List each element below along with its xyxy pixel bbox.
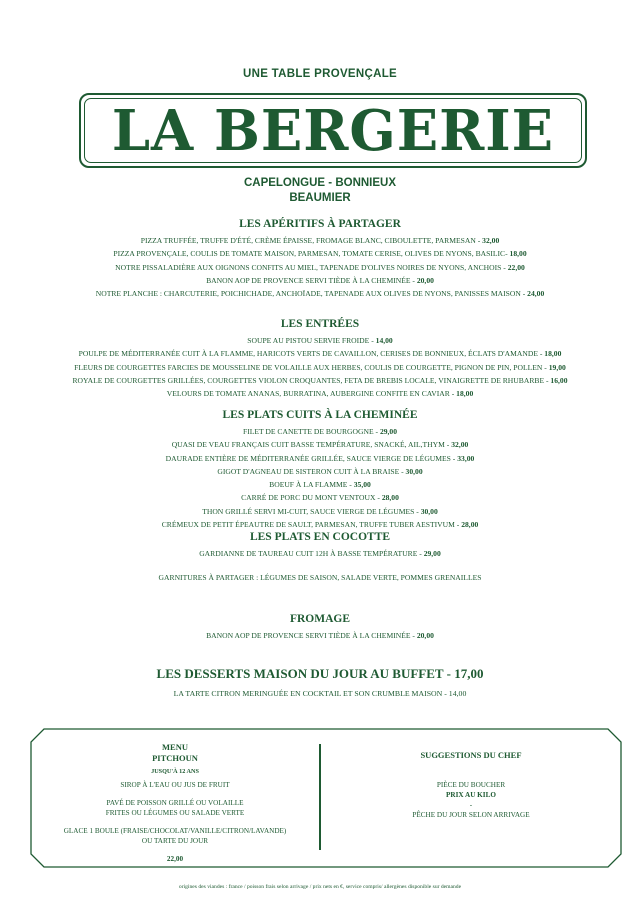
- section-fromage: [0, 613, 640, 642]
- menu-item-price: 32,00: [482, 236, 500, 245]
- menu-item-price: 18,00: [509, 249, 527, 259]
- bottom-panel: [30, 728, 622, 868]
- menu-item: [0, 261, 640, 274]
- chef-suggestions-title: SUGGESTIONS DU CHEF: [420, 750, 522, 760]
- menu-item-price: 14,00: [375, 336, 393, 345]
- section-title: LES PLATS EN COCOTTE: [249, 531, 391, 543]
- menu-item-text: DAURADE ENTIÈRE DE MÉDITERRANÉE GRILLÉE, SAUCE VIERGE DE LÉGUMES -: [165, 453, 456, 463]
- menu-item-price: 24,00: [527, 289, 545, 299]
- menu-item: [0, 247, 640, 260]
- section-desserts: [0, 666, 640, 700]
- section-entrees: [0, 318, 640, 400]
- menu-item-text: BOEUF À LA FLAMME -: [269, 480, 352, 490]
- menu-item: [0, 425, 640, 438]
- menu-item: [0, 374, 640, 387]
- menu-item-text: NOTRE PISSALADIÈRE AUX OIGNONS CONFITS AU MIEL, TAPENADE D'OLIVES NOIRES DE NYONS, ANCHOIS -: [115, 262, 506, 272]
- footer-note: origines des viandes : france / poisson frais selon arrivage / prix nets en €, service compris/ allergènes disponible sur demande: [178, 884, 462, 890]
- locations-line-2: BEAUMIER: [289, 192, 351, 204]
- menu-item: [0, 491, 640, 504]
- menu-item-text: LA TARTE CITRON MERINGUÉE EN COCKTAIL ET SON CRUMBLE MAISON - 14,00: [173, 689, 467, 698]
- menu-item-price: 19,00: [548, 362, 566, 372]
- menu-item: [0, 518, 640, 531]
- menu-item-price: 28,00: [381, 493, 399, 503]
- menu-item: [0, 452, 640, 465]
- menu-item-price: 20,00: [416, 275, 434, 285]
- menu-item: [0, 629, 640, 642]
- kids-menu-main-2: FRITES OU LÉGUMES OU SALADE VERTE: [105, 809, 245, 817]
- chef-suggestion-butcher: PIÈCE DU BOUCHER: [436, 781, 506, 789]
- section-plats-cheminee: [0, 409, 640, 531]
- menu-item-price: 30,00: [420, 506, 438, 516]
- menu-item: [0, 438, 640, 451]
- logo-frame: [84, 98, 582, 163]
- menu-item: [0, 547, 640, 560]
- menu-item: [0, 234, 640, 247]
- menu-item-price: 16,00: [550, 375, 568, 385]
- menu-item: [0, 505, 640, 518]
- menu-item-text: FILET DE CANETTE DE BOURGOGNE -: [242, 427, 379, 436]
- chef-suggestion-price-kilo: PRIX AU KILO: [446, 791, 496, 799]
- kids-menu-title-2: PITCHOUN: [152, 753, 198, 763]
- menu-item-text: FLEURS DE COURGETTES FARCIES DE MOUSSELINE DE VOLAILLE AUX HERBES, COULIS DE COURGETTE, PIGNON DE PIN, POLLEN -: [74, 362, 547, 372]
- menu-item: [0, 334, 640, 347]
- menu-item-text: VELOURS DE TOMATE ANANAS, BURRATINA, AUBERGINE CONFITE EN CAVIAR -: [166, 389, 455, 399]
- menu-item: [0, 347, 640, 360]
- kids-menu-dessert-1: GLACE 1 BOULE (FRAISE/CHOCOLAT/VANILLE/CITRON/LAVANDE): [63, 827, 287, 835]
- menu-item-price: 30,00: [405, 466, 423, 476]
- menu-item-text: BANON AOP DE PROVENCE SERVI TIÈDE À LA CHEMINÉE -: [206, 275, 415, 285]
- section-plats-cocotte: [0, 531, 640, 585]
- menu-item-price: 22,00: [507, 262, 525, 272]
- chef-suggestion-separator: -: [469, 801, 473, 809]
- menu-item: [0, 387, 640, 400]
- section-title: FROMAGE: [289, 613, 351, 625]
- menu-item-text: POULPE DE MÉDITERRANÉE CUIT À LA FLAMME, HARICOTS VERTS DE CAVAILLON, CERISES DE BONNIEUX, ÉCLATS D'AMANDE -: [78, 349, 543, 359]
- section-title: LES ENTRÉES: [280, 318, 360, 330]
- menu-item-text: GARDIANNE DE TAUREAU CUIT 12H À BASSE TEMPÉRATURE -: [199, 549, 422, 558]
- tagline: UNE TABLE PROVENÇALE: [242, 68, 398, 80]
- menu-item-price: 18,00: [456, 389, 474, 399]
- menu-item: [0, 274, 640, 287]
- menu-item: [0, 560, 640, 571]
- chef-suggestions: [320, 728, 622, 820]
- menu-item-text: SOUPE AU PISTOU SERVIE FROIDE -: [247, 336, 374, 345]
- menu-item-price: 35,00: [353, 480, 371, 490]
- kids-menu-title-1: MENU: [162, 742, 188, 752]
- menu-item-text: PIZZA TRUFFÉE, TRUFFE D'ÉTÉ, CRÈME ÉPAISSE, FROMAGE BLANC, CIBOULETTE, PARMESAN -: [140, 236, 481, 245]
- menu-item-text: PIZZA PROVENÇALE, COULIS DE TOMATE MAISON, PARMESAN, TOMATE CERISE, OLIVES DE NYONS, BASILIC-: [113, 249, 508, 259]
- menu-item-price: 33,00: [457, 453, 475, 463]
- menu-item: [0, 287, 640, 300]
- menu-item-price: 28,00: [461, 520, 479, 530]
- section-title: LES APÉRITIFS À PARTAGER: [239, 218, 401, 230]
- logo-text: LA BERGERIE: [111, 97, 555, 164]
- locations-line-1: CAPELONGUE - BONNIEUX: [243, 177, 397, 189]
- menu-item-text: QUASI DE VEAU FRANÇAIS CUIT BASSE TEMPÉRATURE, SNACKÉ, AIL,THYM -: [171, 440, 450, 450]
- menu-item-text: GIGOT D'AGNEAU DE SISTERON CUIT À LA BRAISE -: [217, 466, 404, 476]
- locations: [0, 176, 640, 206]
- menu-item-price: 32,00: [451, 440, 469, 450]
- menu-item-text: ROYALE DE COURGETTES GRILLÉES, COURGETTES VIOLON CROQUANTES, FETA DE BREBIS LOCALE, VINAIGRETTE DE RHUBARBE -: [72, 375, 549, 385]
- menu-item-price: 18,00: [544, 349, 562, 359]
- menu-item: [0, 478, 640, 491]
- menu-item-text: BANON AOP DE PROVENCE SERVI TIÈDE À LA CHEMINÉE -: [206, 631, 415, 640]
- menu-item-text: THON GRILLÉ SERVI MI-CUIT, SAUCE VIERGE DE LÉGUMES -: [202, 506, 419, 516]
- logo: [79, 93, 587, 168]
- menu-item-price: 29,00: [379, 427, 398, 436]
- section-aperitifs: [0, 218, 640, 300]
- kids-menu-price: 22,00: [166, 855, 184, 863]
- menu-item-text: CARRÉ DE PORC DU MONT VENTOUX -: [241, 493, 380, 503]
- kids-menu-dessert-2: OU TARTE DU JOUR: [141, 837, 209, 845]
- kids-menu: [30, 728, 320, 864]
- menu-item-text: CRÉMEUX DE PETIT ÉPEAUTRE DE SAULT, PARMESAN, TRUFFE TUBER AESTIVUM -: [161, 520, 460, 530]
- menu-item: [0, 687, 640, 700]
- menu-item-price: 29,00: [423, 549, 441, 558]
- kids-menu-drink: SIROP À L'EAU OU JUS DE FRUIT: [120, 781, 230, 789]
- menu-item-text: NOTRE PLANCHE : CHARCUTERIE, POICHICHADE, ANCHOÏADE, TAPENADE AUX OLIVES DE NYONS, PANISSES MAISON -: [95, 289, 526, 299]
- menu-item: [0, 465, 640, 478]
- menu-item-price: 20,00: [416, 631, 434, 640]
- kids-menu-main-1: PAVÉ DE POISSON GRILLÉ OU VOLAILLE: [106, 799, 244, 807]
- section-title: LES PLATS CUITS À LA CHEMINÉE: [222, 409, 418, 421]
- kids-menu-age: JUSQU'À 12 ANS: [151, 768, 199, 775]
- section-title: LES DESSERTS MAISON DU JOUR AU BUFFET - 17,00: [156, 666, 484, 681]
- menu-item: [0, 361, 640, 374]
- menu-item-text: GARNITURES À PARTAGER : LÉGUMES DE SAISON, SALADE VERTE, POMMES GRENAILLES: [158, 573, 482, 583]
- menu-item: [0, 571, 640, 584]
- chef-suggestion-catch: PÊCHE DU JOUR SELON ARRIVAGE: [412, 811, 530, 819]
